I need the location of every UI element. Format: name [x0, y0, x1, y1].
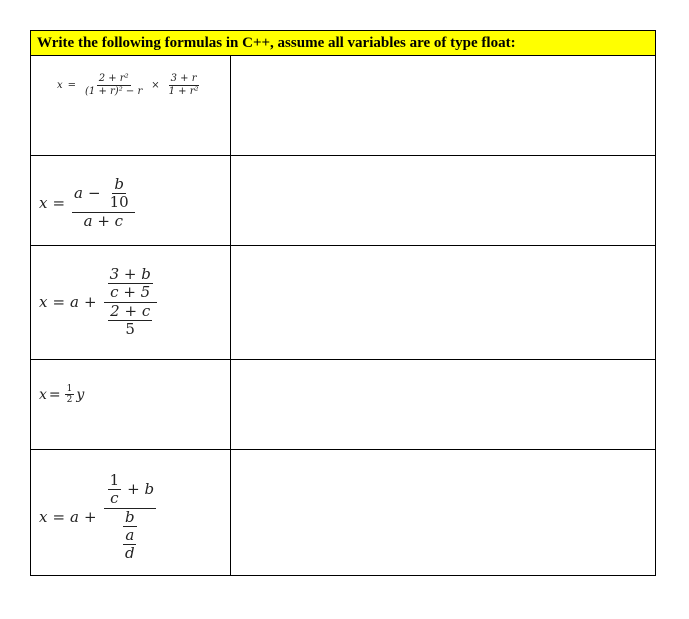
- formula-1-lhs: x: [57, 79, 63, 91]
- formula-5-equals: =: [52, 508, 66, 527]
- answer-cell-4[interactable]: [231, 360, 656, 450]
- formula-2-main-denominator: a + c: [83, 211, 124, 230]
- formula-cell-1: [31, 56, 231, 156]
- answer-cell-1[interactable]: [231, 56, 656, 156]
- formula-1-fraction-1-numerator: 2 + r²: [98, 73, 129, 84]
- formula-2-lhs: x: [39, 193, 48, 212]
- formula-2-a: a: [74, 184, 83, 203]
- formula-5: [39, 472, 158, 562]
- formula-5-denominator-fraction: [121, 509, 138, 563]
- formula-3-numerator-bottom: c + 5: [110, 283, 151, 302]
- formula-5-b: b: [125, 507, 135, 526]
- formula-2: [39, 176, 137, 230]
- formula-1-fraction-1-denominator: (1 + r)² − r: [85, 85, 143, 97]
- formula-3-plus: +: [84, 293, 97, 311]
- formula-1-fraction-2-denominator: 1 + r²: [168, 85, 199, 97]
- formula-5-plus-b: + b: [127, 480, 155, 499]
- formula-4-numerator: 1: [66, 384, 73, 394]
- answer-cell-5[interactable]: [231, 450, 656, 576]
- formula-2-main-fraction: [72, 176, 135, 230]
- formula-1-times: ×: [151, 79, 160, 91]
- answer-cell-3[interactable]: [231, 246, 656, 360]
- instructions-header: Write the following formulas in C++, assume all variables are of type float:: [31, 31, 656, 56]
- formula-5-plus: +: [84, 508, 97, 527]
- formula-2-main-numerator: [72, 176, 135, 213]
- formula-5-a: a: [70, 508, 79, 527]
- formulas-worksheet: [30, 30, 656, 576]
- formula-1-fraction-2-numerator: 3 + r: [170, 73, 197, 84]
- formula-3-lhs: x: [39, 293, 48, 311]
- formula-5-outer-numerator: [104, 472, 157, 509]
- formula-cell-5: [31, 450, 231, 576]
- formula-1-fraction-2: [167, 73, 201, 97]
- formula-3: [39, 266, 159, 338]
- formula-1-fraction-1: [83, 73, 144, 97]
- formula-4-variable: y: [76, 386, 85, 403]
- formula-3-numerator-fraction: [108, 266, 153, 302]
- formula-5-complex-fraction: [104, 472, 157, 562]
- formula-5-reciprocal: [108, 472, 122, 508]
- formula-5-c: c: [110, 489, 119, 508]
- formula-5-a-over-d: [121, 527, 138, 563]
- formula-cell-3: [31, 246, 231, 360]
- formula-5-a-inner: a: [125, 525, 135, 544]
- formula-3-complex-fraction: [104, 266, 157, 338]
- formula-4-denominator: 2: [66, 395, 73, 406]
- formula-4-fraction: [65, 384, 75, 406]
- formula-1: [57, 73, 203, 97]
- formula-4-equals: =: [48, 386, 61, 403]
- formula-3-a: a: [70, 293, 79, 311]
- formula-3-denominator-bottom: 5: [125, 319, 135, 338]
- formula-3-equals: =: [52, 293, 66, 311]
- formula-1-equals: =: [67, 79, 77, 91]
- formula-2-inner-fraction: [108, 176, 131, 212]
- formula-2-inner-denominator: 10: [109, 193, 129, 212]
- answer-cell-2[interactable]: [231, 156, 656, 246]
- formula-4: [39, 384, 84, 406]
- formula-4-lhs: x: [39, 386, 47, 403]
- formula-5-lhs: x: [39, 508, 48, 527]
- formula-3-denominator-top: 2 + c: [110, 301, 151, 320]
- formula-cell-4: [31, 360, 231, 450]
- formula-3-outer-numerator: [104, 266, 157, 303]
- formula-3-denominator-fraction: [108, 303, 152, 339]
- formula-5-d: d: [125, 544, 135, 562]
- formula-5-one: 1: [109, 471, 120, 489]
- formula-3-outer-denominator: [104, 303, 156, 339]
- formula-2-inner-numerator: b: [114, 175, 124, 193]
- formula-cell-2: [31, 156, 231, 246]
- formula-5-outer-denominator: [117, 509, 142, 563]
- formula-3-numerator-top: 3 + b: [109, 265, 151, 283]
- formula-2-minus: −: [88, 184, 101, 203]
- formula-2-equals: =: [52, 193, 66, 212]
